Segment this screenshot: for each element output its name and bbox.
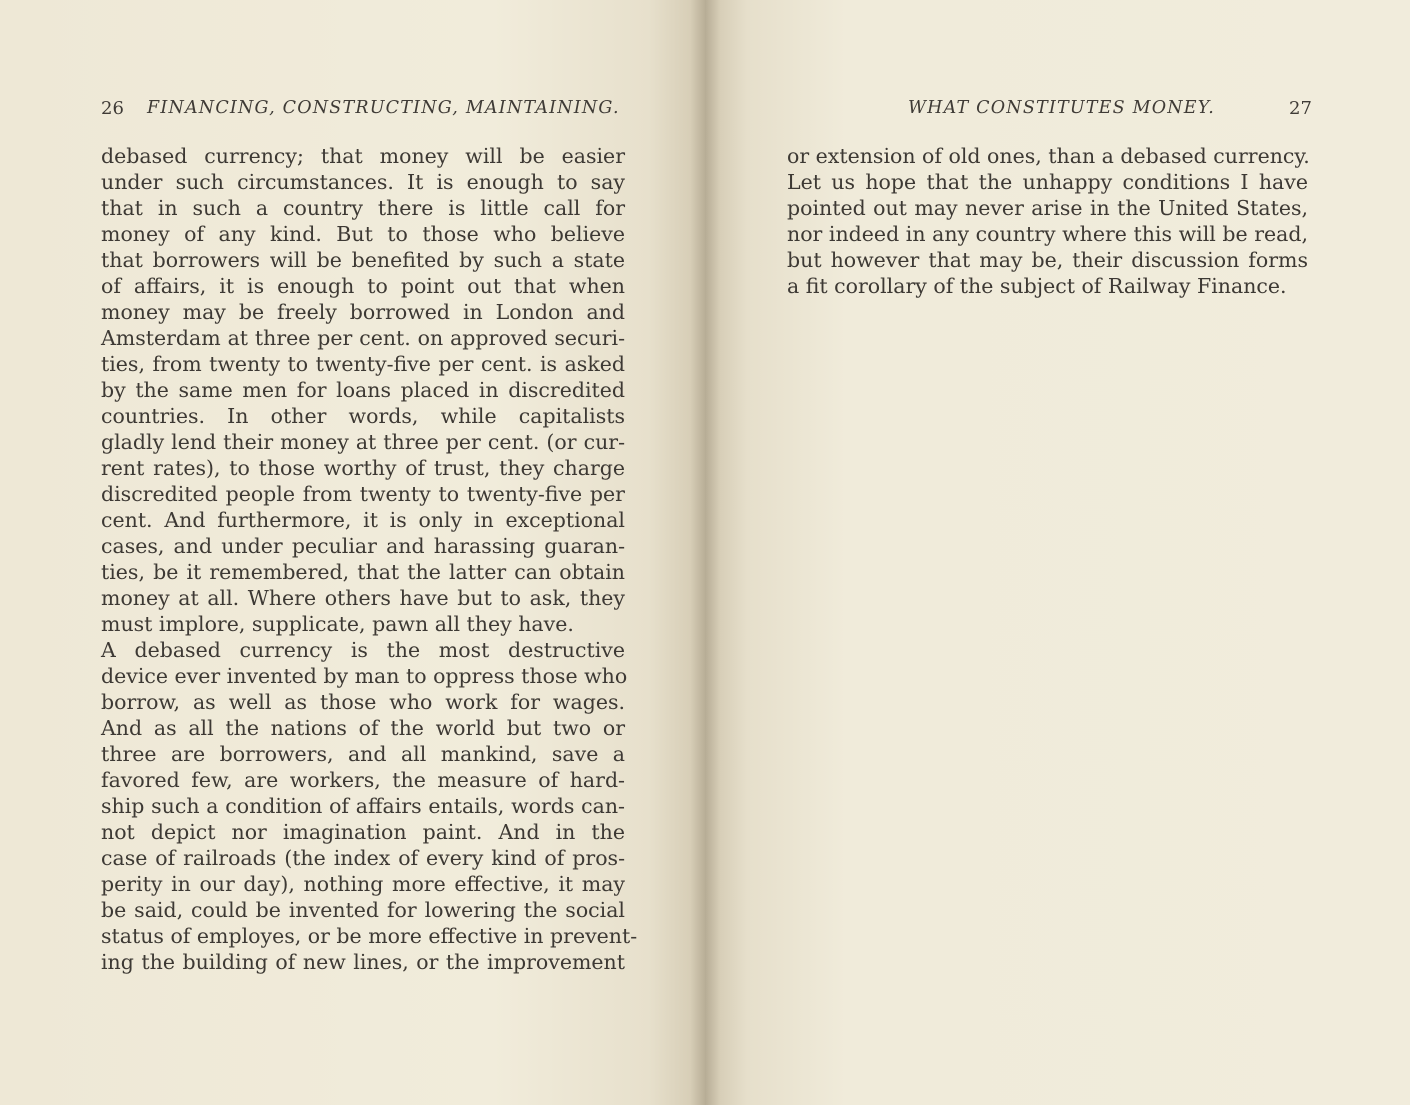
text-line: or extension of old ones, than a debased currency. (787, 144, 1310, 168)
text-line: ing the building of new lines, or the improvement (101, 950, 625, 974)
text-line: countries. In other words, while capitalists (101, 404, 625, 428)
text-line: money at all. Where others have but to ask, they (101, 586, 625, 610)
right-page (705, 0, 1410, 1105)
text-line: ties, be it remembered, that the latter can obtain (101, 560, 625, 584)
text-line: A debased currency is the most destructive (101, 638, 625, 662)
text-line: case of railroads (the index of every kind of pros- (101, 846, 625, 870)
text-line: but however that may be, their discussion forms (787, 248, 1308, 272)
text-line: that in such a country there is little call for (101, 196, 625, 220)
text-line: cases, and under peculiar and harassing guaran- (101, 534, 625, 558)
running-head: FINANCING, CONSTRUCTING, MAINTAINING. (147, 98, 620, 118)
text-line: by the same men for loans placed in discredited (101, 378, 625, 402)
page-number: 27 (1289, 98, 1312, 119)
text-line: money may be freely borrowed in London and (101, 300, 625, 324)
text-line: perity in our day), nothing more effective, it may (101, 872, 625, 896)
body-text (787, 143, 1308, 299)
text-line: gladly lend their money at three per cent. (or cur- (101, 430, 625, 454)
text-line: debased currency; that money will be easier (101, 144, 625, 168)
text-line: money of any kind. But to those who believe (101, 222, 625, 246)
text-line: device ever invented by man to oppress those who (101, 664, 628, 688)
text-line: that borrowers will be benefited by such a state (101, 248, 625, 272)
text-line: Amsterdam at three per cent. on approved securi- (101, 326, 625, 350)
text-line: cent. And furthermore, it is only in exceptional (101, 508, 625, 532)
text-line: status of employes, or be more effective in prevent- (101, 924, 638, 948)
text-line: of affairs, it is enough to point out that when (101, 274, 625, 298)
text-line: three are borrowers, and all mankind, save a (101, 742, 625, 766)
body-text (101, 143, 638, 975)
text-line: under such circumstances. It is enough to say (101, 170, 625, 194)
text-line: favored few, are workers, the measure of hard- (101, 768, 625, 792)
text-line: Let us hope that the unhappy conditions I have (787, 170, 1308, 194)
text-line: a fit corollary of the subject of Railway Finance. (787, 274, 1287, 298)
text-line: be said, could be invented for lowering the social (101, 898, 625, 922)
text-line: nor indeed in any country where this will be read, (787, 222, 1308, 246)
text-line: ties, from twenty to twenty-five per cent. is asked (101, 352, 625, 376)
text-line: rent rates), to those worthy of trust, they charge (101, 456, 625, 480)
text-line: borrow, as well as those who work for wages. (101, 690, 625, 714)
text-line: not depict nor imagination paint. And in the (101, 820, 625, 844)
text-line: And as all the nations of the world but two or (101, 716, 625, 740)
running-head: WHAT CONSTITUTES MONEY. (908, 98, 1216, 118)
text-line: discredited people from twenty to twenty-five per (101, 482, 625, 506)
text-line: pointed out may never arise in the United States, (787, 196, 1308, 220)
page-number: 26 (101, 98, 124, 119)
text-line: must implore, supplicate, pawn all they have. (101, 612, 574, 636)
text-line: ship such a condition of affairs entails, words can- (101, 794, 625, 818)
